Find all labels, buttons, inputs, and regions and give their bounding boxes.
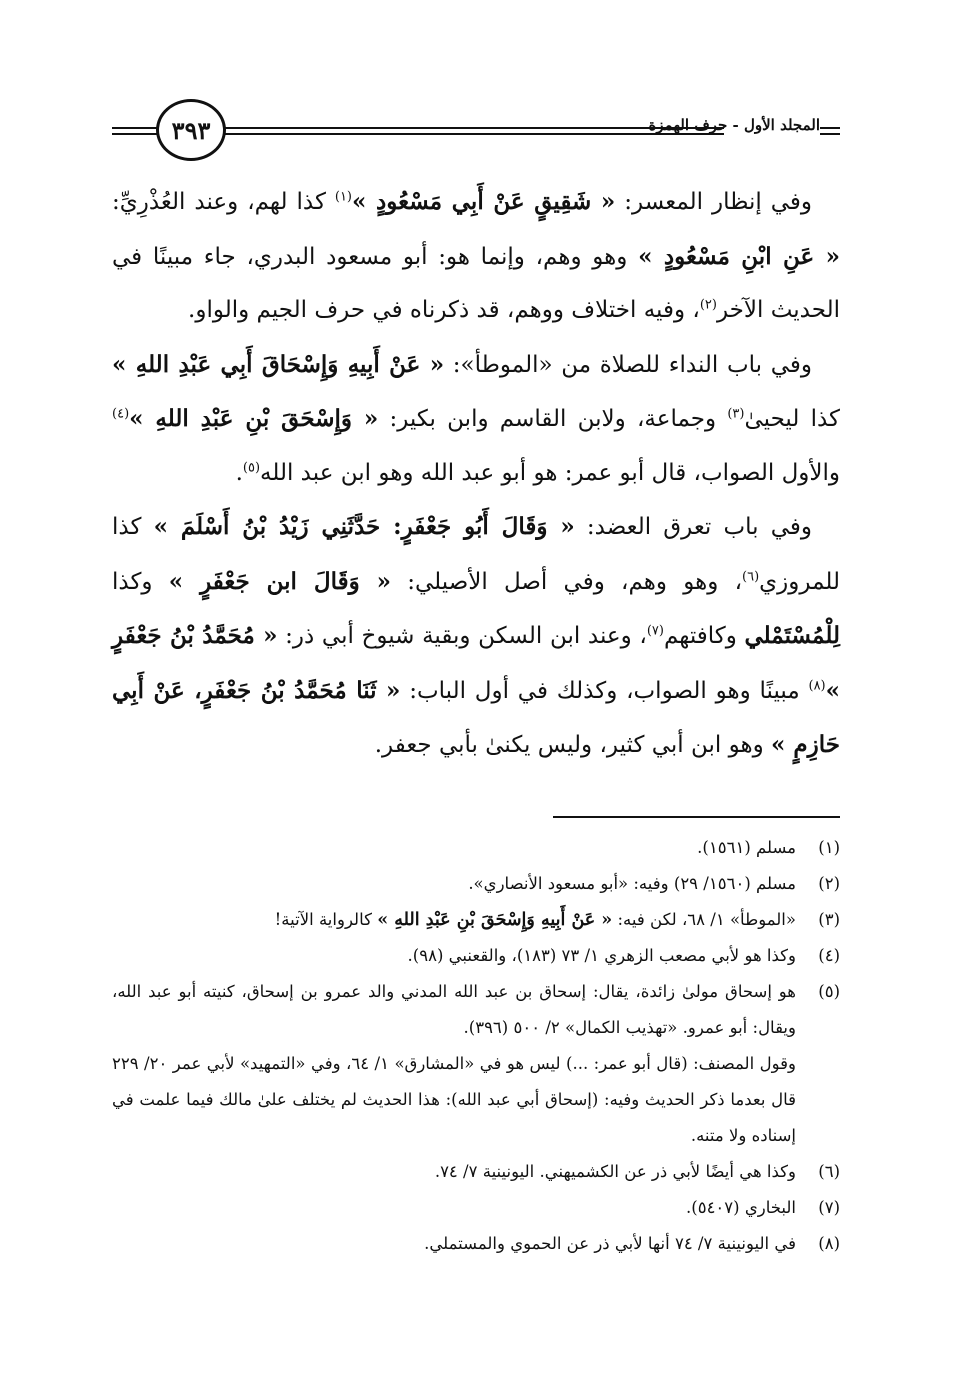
footnote-4 bbox=[112, 938, 840, 974]
text-run: مبينًا وهو الصواب، وكذلك في أول الباب: bbox=[400, 677, 809, 704]
footnote-ref[interactable]: (١) bbox=[334, 189, 352, 205]
hadith-quote: « شَقِيقٍ عَنْ أَبِي مَسْعُودٍ » bbox=[352, 188, 616, 215]
text-run: وهو ابن أبي كثير، وليس يكنىٰ بأبي جعفر. bbox=[374, 732, 772, 758]
header-rule bbox=[820, 133, 840, 135]
text-run: وفي باب تعرق العضد: bbox=[574, 514, 812, 540]
hadith-quote: « وَإِسْحَقَ بْنِ عَبْدِ اللهِ » bbox=[129, 405, 379, 432]
footnote-text: البخاري (٥٤٠٧). bbox=[686, 1198, 796, 1217]
footnote-number: (١) bbox=[818, 838, 840, 857]
text-run: كالرواية الآتية! bbox=[274, 910, 378, 929]
footnote-1 bbox=[112, 830, 840, 866]
footnote-text: وكذا هو لأبي مصعب الزهري ١/ ٧٣ (١٨٣)، والقعنبي (٩٨). bbox=[407, 946, 796, 965]
narrator-name: لِلْمُسْتَمْلي bbox=[744, 622, 840, 649]
footnote-text: مسلم (١٥٦٠/ ٢٩) وفيه: «أبو مسعود الأنصاري». bbox=[468, 874, 796, 893]
text-run: «الموطأ» ١/ ٦٨، لكن فيه: bbox=[612, 910, 796, 929]
text-run: وكافتهم bbox=[663, 623, 745, 649]
text-run: كذا للمروزي bbox=[112, 514, 840, 595]
footnote-text bbox=[112, 974, 796, 1154]
paragraph-1 bbox=[112, 175, 840, 338]
text-run: وفي باب النداء للصلاة من «الموطأ»: bbox=[444, 351, 812, 378]
footnote-number: (٣) bbox=[818, 910, 840, 929]
footnote-ref[interactable]: (٧) bbox=[646, 623, 664, 639]
footnote-ref[interactable]: (٦) bbox=[742, 568, 760, 584]
footnotes bbox=[112, 830, 840, 1262]
text-run: وكذا bbox=[112, 568, 169, 595]
header-rule bbox=[112, 127, 158, 129]
footnote-separator bbox=[553, 816, 840, 818]
main-text bbox=[112, 175, 840, 773]
text-run: ، وفيه اختلاف ووهم، قد ذكرناه في حرف الجيم والواو. bbox=[188, 297, 700, 323]
footnote-ref[interactable]: (٤) bbox=[112, 406, 130, 422]
footnote-number: (٨) bbox=[818, 1234, 840, 1253]
footnote-ref[interactable]: (٢) bbox=[699, 297, 717, 313]
footnote-ref[interactable]: (٣) bbox=[727, 406, 745, 422]
hadith-quote: « عَنْ أَبِيهِ وَإِسْحَقَ بْنِ عَبْدِ اللهِ » bbox=[377, 910, 613, 930]
footnote-text bbox=[112, 902, 796, 938]
hadith-quote: « عَنِ ابْنِ مَسْعُودٍ » bbox=[638, 242, 841, 270]
text-run: وهو وهم، وإنما هو: أبو مسعود البدري، جاء مبينًا في الحديث الآخر bbox=[112, 243, 840, 323]
footnote-number: (٤) bbox=[818, 946, 840, 965]
header-rule bbox=[820, 127, 840, 129]
text-run: . bbox=[235, 459, 243, 486]
hadith-quote: « عَنْ أَبِيهِ وَإِسْحَاقَ أَبِي عَبْدِ اللهِ » bbox=[112, 350, 445, 378]
text-run: وجماعة، ولابن القاسم وابن بكير: bbox=[378, 406, 728, 432]
footnote-text: مسلم (١٥٦١). bbox=[697, 838, 796, 857]
text-run: هو إسحاق مولىٰ زائدة، يقال: إسحاق بن عبد الله المدني والد عمرو بن إسحاق، كنيته أبو عبد الله، ويقال: أبو عمرو. «تهذيب الكمال» ٢/ ٥٠٠ (٣٩٦). bbox=[112, 982, 796, 1037]
footnote-ref[interactable]: (٨) bbox=[808, 677, 826, 693]
page-number: ٣٩٣ bbox=[156, 99, 226, 161]
text-run: ، وهو وهم، وفي أصل الأصيلي: bbox=[391, 568, 743, 595]
page-header bbox=[112, 96, 840, 168]
paragraph-2 bbox=[112, 338, 840, 501]
footnote-8 bbox=[112, 1226, 840, 1262]
footnote-3 bbox=[112, 902, 840, 938]
hadith-quote: « وَقَالَ ابن جَعْفَرٍ » bbox=[168, 567, 391, 595]
footnote-6 bbox=[112, 1154, 840, 1190]
footnote-7 bbox=[112, 1190, 840, 1226]
footnote-number: (٦) bbox=[818, 1162, 840, 1181]
footnote-number: (٥) bbox=[818, 982, 840, 1001]
text-run: ، وعند ابن السكن وبقية شيوخ أبي ذر: bbox=[277, 623, 647, 649]
footnote-number: (٧) bbox=[818, 1198, 840, 1217]
hadith-quote: « وَقَالَ أَبُو جَعْفَرٍ: حَدَّثَنِي زَيْدُ بْنُ أَسْلَمَ » bbox=[153, 513, 575, 540]
text-run: وفي إنظار المعسر: bbox=[615, 189, 812, 215]
text-run: كذا ليحيىٰ bbox=[744, 406, 840, 432]
text-run: كذا لهم، وعند العُذْرِيِّ: bbox=[112, 189, 335, 215]
paragraph-3 bbox=[112, 500, 840, 773]
hadith-quote: « مُحَمَّدُ بْنُ جَعْفَرٍ » bbox=[112, 622, 840, 704]
footnote-text: في اليونينية ٧/ ٧٤ أنها لأبي ذر عن الحموي والمستملي. bbox=[424, 1234, 796, 1253]
footnote-text: وكذا هي أيضًا لأبي ذر عن الكشميهني. اليونينية ٧/ ٧٤. bbox=[434, 1162, 796, 1181]
footnote-continuation: وقول المصنف: (قال أبو عمر: ...) ليس هو في «المشارق» ١/ ٦٤، وفي «التمهيد» لأبي عمر ٢٠/ ٢٢٩ قال بعدما ذكر الحديث وفيه: (إسحاق أبي عبد الله): هذا الحديث لم يختلف علىٰ مالك فيما علمت في إسناده ولا متنه. bbox=[112, 1054, 796, 1145]
hadith-quote: « ثَنَا مُحَمَّدُ بْنُ جَعْفَرٍ، عَنْ أَبِي حَازِمٍ » bbox=[112, 676, 840, 758]
footnote-5 bbox=[112, 974, 840, 1154]
running-title-text: المجلد الأول - حرف الهمزة bbox=[648, 116, 820, 134]
footnote-2 bbox=[112, 866, 840, 902]
header-rule bbox=[112, 133, 158, 135]
footnote-ref[interactable]: (٥) bbox=[242, 459, 261, 475]
footnote-number: (٢) bbox=[818, 874, 840, 893]
text-run: والأول الصواب، قال أبو عمر: هو أبو عبد الله وهو ابن عبد الله bbox=[260, 459, 840, 486]
